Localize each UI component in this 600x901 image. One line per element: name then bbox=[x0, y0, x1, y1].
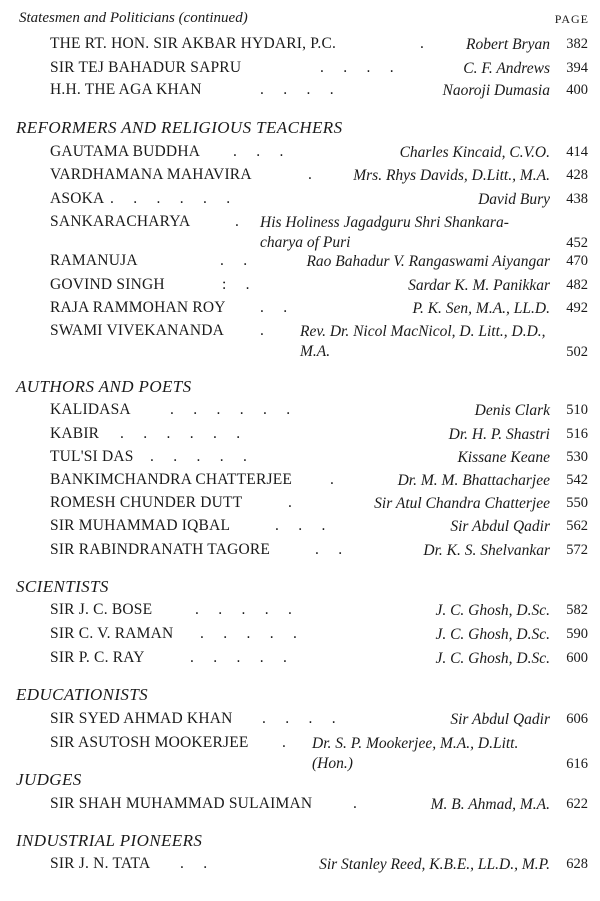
entry-author: Kissane Keane bbox=[457, 449, 550, 466]
section-heading-reformers-and-religious-teachers: REFORMERS AND RELIGIOUS TEACHERS bbox=[16, 118, 343, 137]
entry-author: David Bury bbox=[478, 191, 550, 208]
entry-subject: SIR ASUTOSH MOOKERJEE bbox=[50, 734, 249, 751]
entry-author: Sir Atul Chandra Chatterjee bbox=[374, 495, 550, 512]
entry-subject: H.H. THE AGA KHAN bbox=[50, 81, 202, 98]
entry-subject: GOVIND SINGH bbox=[50, 276, 165, 293]
leader-dots: . bbox=[330, 471, 334, 488]
leader-dots: . . . bbox=[275, 517, 326, 534]
toc-entry bbox=[50, 425, 588, 447]
leader-dots: . . . . . bbox=[190, 649, 287, 666]
entry-subject: SIR RABINDRANATH TAGORE bbox=[50, 541, 271, 558]
entry-subject: GAUTAMA BUDDHA bbox=[50, 143, 201, 160]
leader-dots: . . . . . . bbox=[110, 190, 231, 207]
entry-author: J. C. Ghosh, D.Sc. bbox=[435, 650, 550, 667]
toc-entry bbox=[50, 710, 588, 732]
toc-entry bbox=[50, 81, 588, 103]
entry-subject: KALIDASA bbox=[50, 401, 131, 418]
page-header bbox=[19, 10, 589, 32]
entry-author: Mrs. Rhys Davids, D.Litt., M.A. bbox=[353, 167, 550, 184]
page-number: 482 bbox=[566, 277, 588, 293]
entry-author: J. C. Ghosh, D.Sc. bbox=[435, 626, 550, 643]
entry-author: Sir Abdul Qadir bbox=[450, 711, 550, 728]
leader-dots: . . . . bbox=[320, 59, 394, 76]
leader-dots: . . . . . . bbox=[170, 401, 291, 418]
leader-dots: . . . . . bbox=[195, 601, 292, 618]
leader-dots: . . . . bbox=[262, 710, 336, 727]
entry-subject: SIR C. V. RAMAN bbox=[50, 625, 174, 642]
page-number: 438 bbox=[566, 191, 588, 207]
page-number: 492 bbox=[566, 300, 588, 316]
page-number: 572 bbox=[566, 542, 588, 558]
page-number: 470 bbox=[566, 253, 588, 269]
entry-author: Denis Clark bbox=[474, 402, 550, 419]
entry-subject: RAMANUJA bbox=[50, 252, 138, 269]
leader-dots: . . bbox=[260, 299, 288, 316]
entry-subject: SIR J. N. TATA bbox=[50, 855, 151, 872]
entry-subject: SWAMI VIVEKANANDA bbox=[50, 322, 225, 339]
toc-entry bbox=[50, 213, 588, 257]
entry-subject: VARDHAMANA MAHAVIRA bbox=[50, 166, 252, 183]
entry-subject: ASOKA bbox=[50, 190, 105, 207]
toc-entry bbox=[50, 855, 588, 877]
entry-subject: SIR J. C. BOSE bbox=[50, 601, 153, 618]
toc-entry bbox=[50, 601, 588, 623]
toc-entry bbox=[50, 541, 588, 563]
page-number: 394 bbox=[566, 60, 588, 76]
page-number: 550 bbox=[566, 495, 588, 511]
leader-dots: . . . . . bbox=[150, 448, 247, 465]
page-number: 606 bbox=[566, 711, 588, 727]
entry-subject: SIR MUHAMMAD IQBAL bbox=[50, 517, 231, 534]
entry-author: Dr. H. P. Shastri bbox=[448, 426, 550, 443]
leader-dots: . bbox=[260, 322, 264, 339]
toc-entry bbox=[50, 252, 588, 274]
entry-author: Robert Bryan bbox=[466, 36, 550, 53]
entry-subject: SIR P. C. RAY bbox=[50, 649, 145, 666]
entry-subject: ROMESH CHUNDER DUTT bbox=[50, 494, 243, 511]
toc-entry bbox=[50, 190, 588, 212]
page-number: 622 bbox=[566, 796, 588, 812]
page-number: 414 bbox=[566, 144, 588, 160]
toc-entry bbox=[50, 795, 588, 817]
entry-author: Dr. S. P. Mookerjee, M.A., D.Litt.(Hon.) bbox=[312, 735, 519, 772]
toc-entry bbox=[50, 59, 588, 81]
entry-author: Sir Stanley Reed, K.B.E., LL.D., M.P. bbox=[319, 856, 550, 873]
leader-dots: . bbox=[288, 494, 292, 511]
toc-entry bbox=[50, 299, 588, 321]
leader-dots: . . . . . . bbox=[120, 425, 241, 442]
page-number: 562 bbox=[566, 518, 588, 534]
toc-entry bbox=[50, 322, 588, 366]
page-number: 428 bbox=[566, 167, 588, 183]
entry-subject: KABIR bbox=[50, 425, 100, 442]
leader-dots: . . . bbox=[233, 143, 284, 160]
section-heading-scientists: SCIENTISTS bbox=[16, 577, 109, 596]
toc-entry bbox=[50, 166, 588, 188]
entry-author: Sir Abdul Qadir bbox=[450, 518, 550, 535]
entry-subject: SIR SHAH MUHAMMAD SULAIMAN bbox=[50, 795, 313, 812]
page-number: 616 bbox=[566, 756, 588, 772]
leader-dots: . bbox=[420, 35, 424, 52]
page-number: 582 bbox=[566, 602, 588, 618]
page-number: 400 bbox=[566, 82, 588, 98]
section-heading-judges: JUDGES bbox=[16, 770, 82, 789]
toc-entry bbox=[50, 517, 588, 539]
entry-subject: SIR TEJ BAHADUR SAPRU bbox=[50, 59, 242, 76]
toc-entry bbox=[50, 401, 588, 423]
leader-dots: : . bbox=[222, 276, 250, 293]
page-number: 382 bbox=[566, 36, 588, 52]
toc-entry bbox=[50, 649, 588, 671]
section-heading-authors-and-poets: AUTHORS AND POETS bbox=[16, 377, 192, 396]
entry-author: J. C. Ghosh, D.Sc. bbox=[435, 602, 550, 619]
leader-dots: . bbox=[235, 213, 239, 230]
page-number: 600 bbox=[566, 650, 588, 666]
entry-author: Dr. M. M. Bhattacharjee bbox=[397, 472, 550, 489]
toc-entry bbox=[50, 143, 588, 165]
entry-author: Rao Bahadur V. Rangaswami Aiyangar bbox=[306, 253, 550, 270]
entry-author: Sardar K. M. Panikkar bbox=[408, 277, 550, 294]
entry-subject: SIR SYED AHMAD KHAN bbox=[50, 710, 233, 727]
continuation-title: Statesmen and Politicians (continued) bbox=[19, 10, 248, 26]
toc-entry bbox=[50, 35, 588, 57]
leader-dots: . . . . bbox=[260, 81, 334, 98]
section-heading-industrial-pioneers: INDUSTRIAL PIONEERS bbox=[16, 831, 203, 850]
toc-entry bbox=[50, 625, 588, 647]
page-number: 590 bbox=[566, 626, 588, 642]
entry-author: Naoroji Dumasia bbox=[442, 82, 550, 99]
leader-dots: . bbox=[308, 166, 312, 183]
leader-dots: . bbox=[353, 795, 357, 812]
entry-author: C. F. Andrews bbox=[463, 60, 550, 77]
page-number: 510 bbox=[566, 402, 588, 418]
entry-author: His Holiness Jagadguru Shri Shankara-charya of Puri bbox=[260, 214, 509, 251]
toc-entry bbox=[50, 734, 588, 778]
toc-entry bbox=[50, 471, 588, 493]
leader-dots: . bbox=[282, 734, 286, 751]
entry-subject: THE RT. HON. SIR AKBAR HYDARI, P.C. bbox=[50, 35, 337, 52]
toc-entry bbox=[50, 494, 588, 516]
page-number: 502 bbox=[566, 344, 588, 360]
entry-author: Dr. K. S. Shelvankar bbox=[423, 542, 550, 559]
leader-dots: . . . . . bbox=[200, 625, 297, 642]
leader-dots: . . bbox=[180, 855, 208, 872]
entry-author: P. K. Sen, M.A., LL.D. bbox=[412, 300, 550, 317]
page-number: 628 bbox=[566, 856, 588, 872]
entry-subject: RAJA RAMMOHAN ROY bbox=[50, 299, 226, 316]
leader-dots: . . bbox=[220, 252, 248, 269]
page-number: 530 bbox=[566, 449, 588, 465]
entry-subject: BANKIMCHANDRA CHATTERJEE bbox=[50, 471, 293, 488]
entry-subject: SANKARACHARYA bbox=[50, 213, 191, 230]
entry-author: Charles Kincaid, C.V.O. bbox=[399, 144, 550, 161]
toc-entry bbox=[50, 276, 588, 298]
leader-dots: . . bbox=[315, 541, 343, 558]
entry-author: Rev. Dr. Nicol MacNicol, D. Litt., D.D., M.A. bbox=[300, 323, 546, 360]
entry-author: M. B. Ahmad, M.A. bbox=[430, 796, 550, 813]
entry-subject: TUL'SI DAS bbox=[50, 448, 134, 465]
toc-entry bbox=[50, 448, 588, 470]
section-heading-educationists: EDUCATIONISTS bbox=[16, 685, 149, 704]
page-number: 542 bbox=[566, 472, 588, 488]
page-column-label: PAGE bbox=[554, 12, 589, 26]
page-number: 516 bbox=[566, 426, 588, 442]
page-number: 452 bbox=[566, 235, 588, 251]
